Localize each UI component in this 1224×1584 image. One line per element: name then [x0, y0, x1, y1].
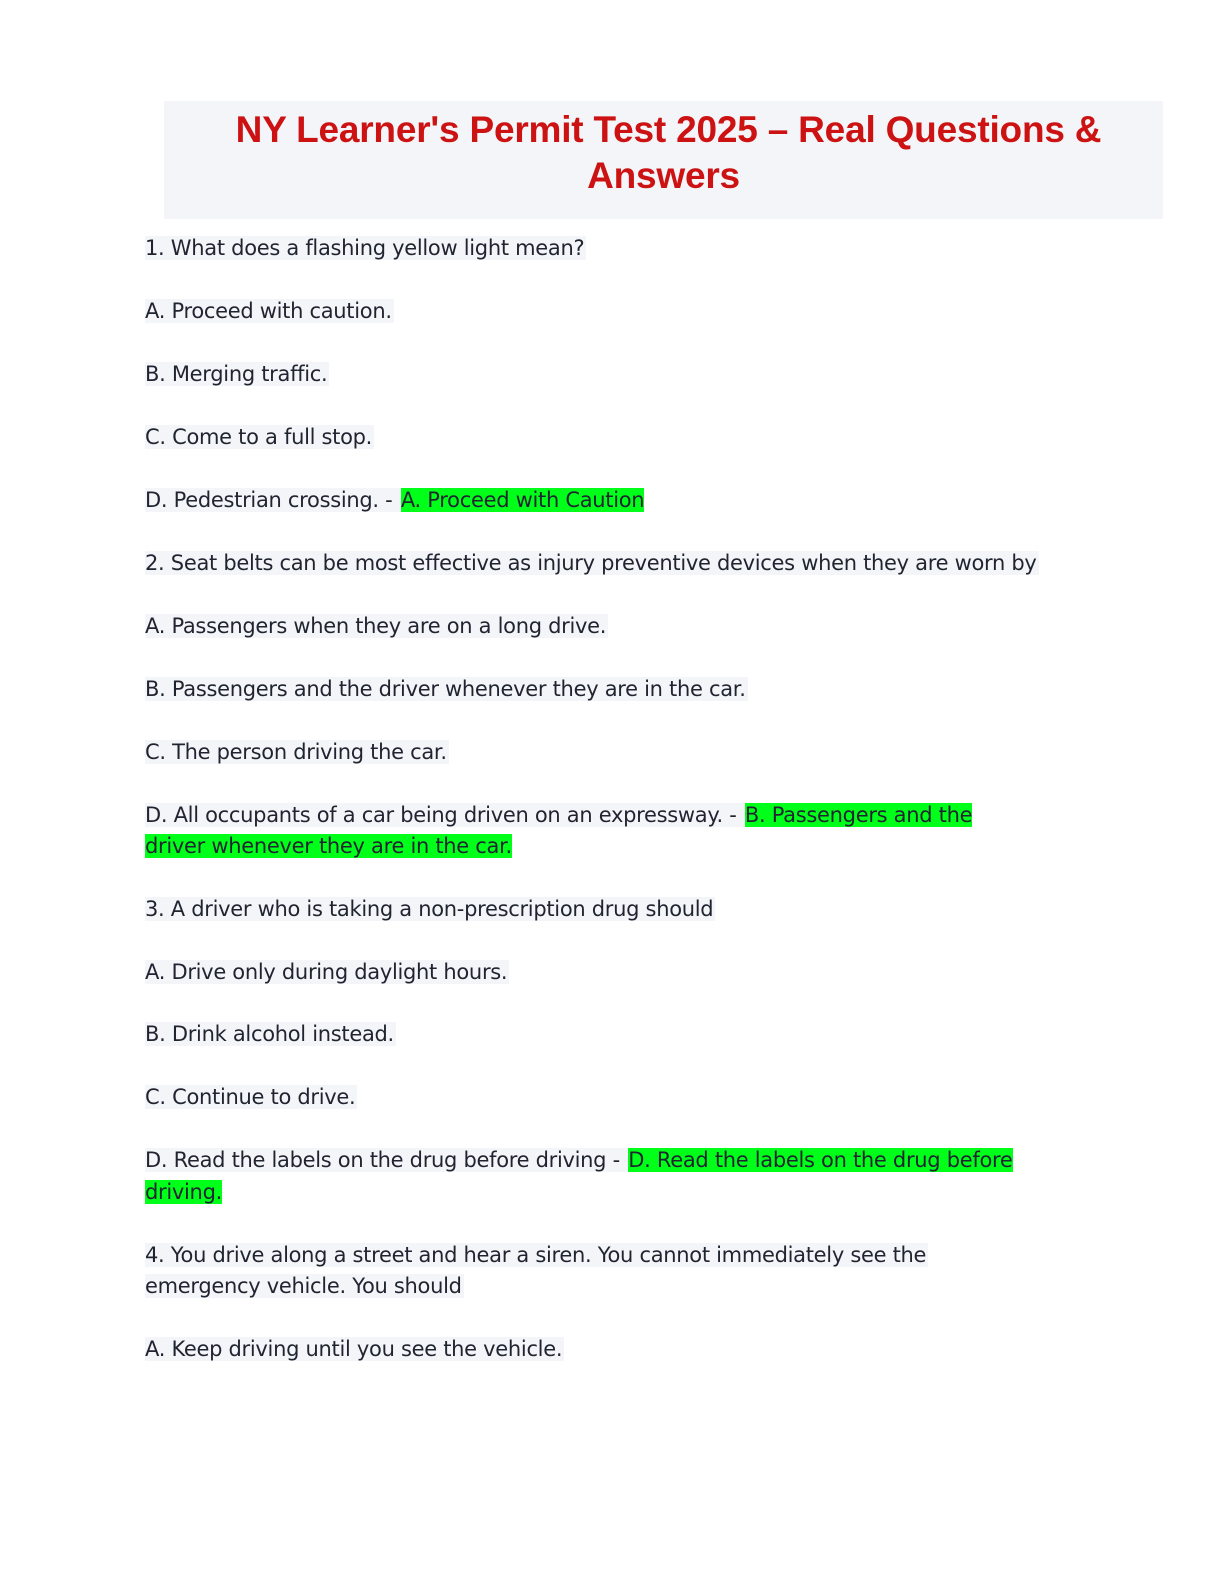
- question-2-option-b: B. Passengers and the driver whenever they are in the car.: [145, 677, 746, 701]
- document-title: [164, 107, 1163, 199]
- question-3-answer-continued: [145, 1177, 222, 1208]
- question-3-option-a: A. Drive only during daylight hours.: [145, 960, 508, 984]
- title-panel: [164, 101, 1163, 219]
- question-4-line-2: emergency vehicle. You should: [145, 1274, 462, 1298]
- question-2-option-c: C. The person driving the car.: [145, 740, 447, 764]
- question-2-option-d: D. All occupants of a car being driven on an expressway. - B. Passengers and the: [145, 803, 973, 827]
- question-1-option-a: A. Proceed with caution.: [145, 299, 392, 323]
- question-1-answer: A. Proceed with Caution: [400, 488, 645, 512]
- question-3-option-b: B. Drink alcohol instead.: [145, 1022, 394, 1046]
- question-3-option-d: D. Read the labels on the drug before driving - D. Read the labels on the drug before: [145, 1148, 1013, 1172]
- question-3: 3. A driver who is taking a non-prescription drug should: [145, 897, 714, 921]
- question-1-option-b: B. Merging traffic.: [145, 362, 328, 386]
- question-2-answer-line-1: B. Passengers and the: [744, 803, 973, 827]
- question-4-option-a: A. Keep driving until you see the vehicle.: [145, 1337, 563, 1361]
- question-2-option-a: A. Passengers when they are on a long drive.: [145, 614, 607, 638]
- title-line-1: NY Learner's Permit Test 2025 – Real Questions &: [235, 109, 1102, 150]
- question-3-option-c: C. Continue to drive.: [145, 1085, 356, 1109]
- question-4-line-1: 4. You drive along a street and hear a siren. You cannot immediately see the: [145, 1243, 927, 1267]
- question-1-option-c: C. Come to a full stop.: [145, 425, 373, 449]
- question-3-answer-line-1: D. Read the labels on the drug before: [628, 1148, 1013, 1172]
- title-line-2: Answers: [587, 155, 740, 196]
- question-2-answer-line-2: driver whenever they are in the car.: [145, 834, 512, 858]
- question-3-answer-line-2: driving.: [145, 1180, 222, 1204]
- question-1-option-d: D. Pedestrian crossing. - A. Proceed with Caution: [145, 488, 645, 512]
- question-2: 2. Seat belts can be most effective as injury preventive devices when they are worn by: [145, 551, 1037, 575]
- question-2-answer-continued: [145, 831, 512, 862]
- question-1: 1. What does a flashing yellow light mean?: [145, 236, 585, 260]
